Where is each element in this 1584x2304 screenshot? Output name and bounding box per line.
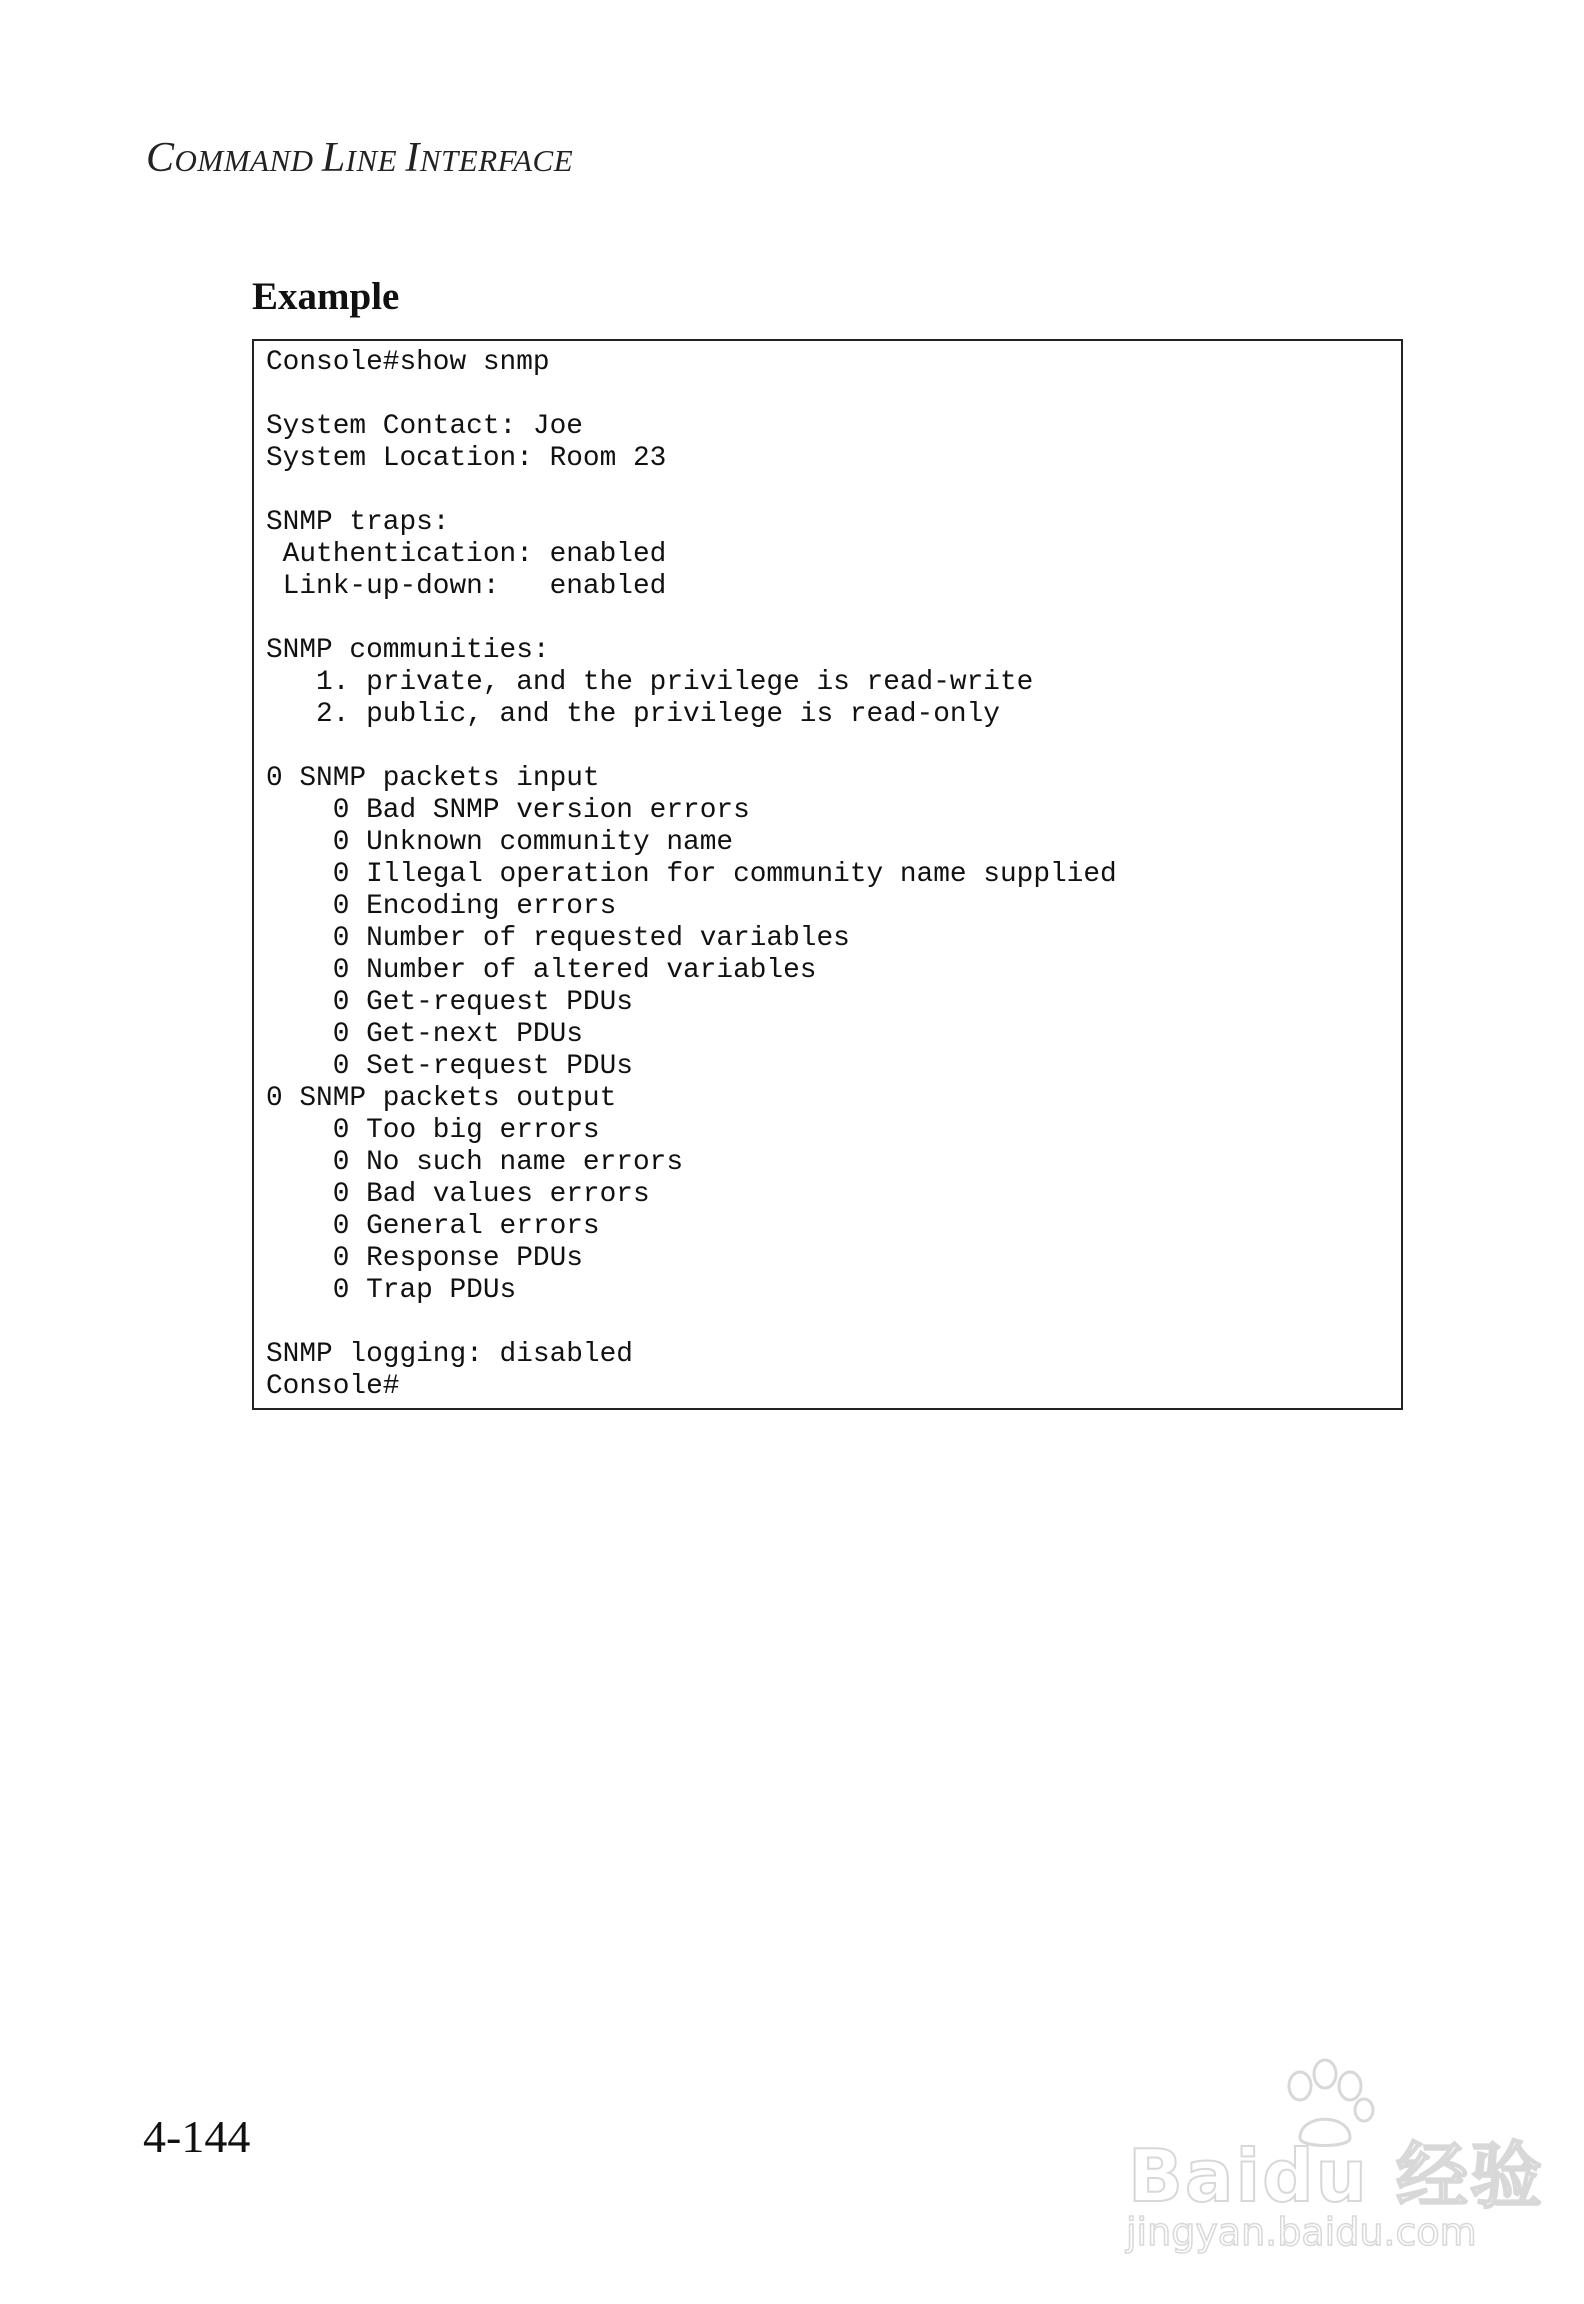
code-line: 0 No such name errors	[266, 1147, 684, 1178]
code-line: 0 General errors	[266, 1211, 600, 1242]
running-header-ommand: OMMAND	[174, 143, 322, 178]
code-line: Authentication: enabled	[266, 539, 667, 570]
code-line: 0 SNMP packets input	[266, 763, 600, 794]
code-line: SNMP logging: disabled	[266, 1339, 633, 1370]
running-header-ine: INE	[345, 143, 406, 178]
page-number: 4-144	[143, 2111, 251, 2162]
running-header	[146, 134, 573, 182]
console-output	[266, 347, 1117, 1403]
code-line	[266, 1307, 1117, 1339]
code-line: 0 Unknown community name	[266, 827, 734, 858]
running-header-initial-c: C	[146, 135, 175, 181]
example-code-box	[252, 339, 1403, 1410]
code-line: 0 Too big errors	[266, 1115, 600, 1146]
running-header-initial-i: I	[405, 135, 420, 181]
code-line: 0 Trap PDUs	[266, 1275, 517, 1306]
watermark-logo-text: Baidu 经验	[1128, 2134, 1545, 2218]
code-line: 0 Illegal operation for community name supplied	[266, 859, 1117, 890]
code-line: 0 Encoding errors	[266, 891, 617, 922]
watermark	[1120, 2058, 1545, 2258]
code-line: 0 Set-request PDUs	[266, 1051, 633, 1082]
code-line	[266, 379, 1117, 411]
code-line: 0 Response PDUs	[266, 1243, 583, 1274]
code-line: System Location: Room 23	[266, 443, 667, 474]
code-line: 0 Get-next PDUs	[266, 1019, 583, 1050]
code-line	[266, 475, 1117, 507]
watermark-url: jingyan.baidu.com	[1126, 2210, 1477, 2254]
code-line: 0 Number of altered variables	[266, 955, 817, 986]
code-line: 0 Get-request PDUs	[266, 987, 633, 1018]
code-line: 1. private, and the privilege is read-write	[266, 667, 1034, 698]
running-header-initial-l: L	[321, 135, 346, 181]
code-line	[266, 731, 1117, 763]
running-header-nterface: NTERFACE	[419, 143, 574, 178]
code-line: 2. public, and the privilege is read-only	[266, 699, 1000, 730]
code-line	[266, 603, 1117, 635]
code-line: System Contact: Joe	[266, 411, 583, 442]
code-line: SNMP communities:	[266, 635, 550, 666]
code-line: 0 Bad SNMP version errors	[266, 795, 750, 826]
section-heading: Example	[252, 275, 400, 318]
code-line: Link-up-down: enabled	[266, 571, 667, 602]
code-line: 0 Bad values errors	[266, 1179, 650, 1210]
code-line: SNMP traps:	[266, 507, 450, 538]
code-line: 0 SNMP packets output	[266, 1083, 617, 1114]
code-line: 0 Number of requested variables	[266, 923, 850, 954]
code-line: Console#show snmp	[266, 347, 550, 378]
code-line: Console#	[266, 1371, 400, 1402]
